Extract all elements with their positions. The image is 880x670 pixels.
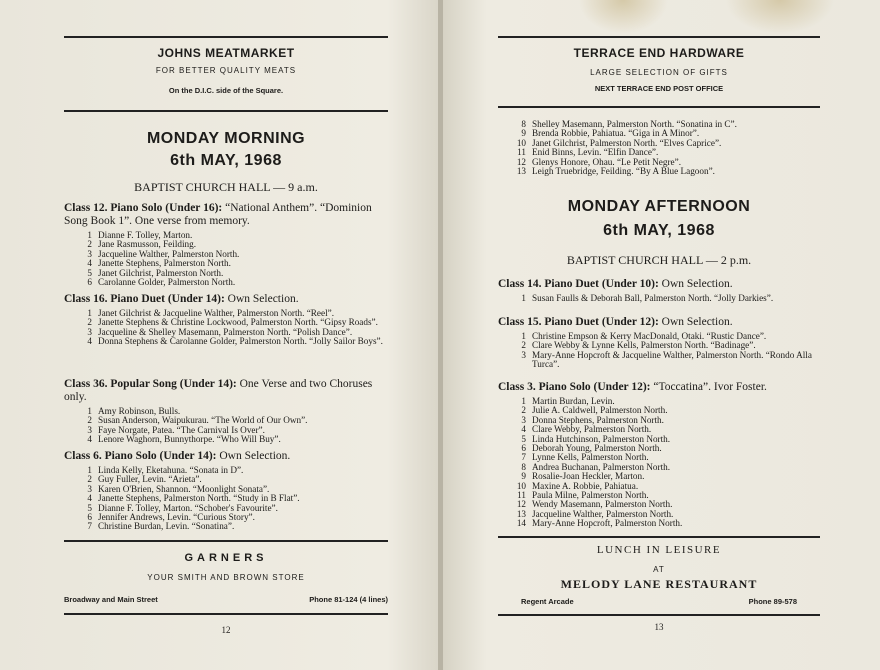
entry-number: 3	[521, 349, 526, 360]
entry-number: 9	[521, 471, 526, 482]
entry-number: 2	[521, 340, 526, 351]
top-ad-note: On the D.I.C. side of the Square.	[168, 86, 284, 95]
divider	[64, 36, 388, 38]
entry-number: 3	[87, 424, 92, 435]
class-section	[498, 278, 820, 303]
entry-text: Jacqueline Walther, Palmerston North.	[532, 508, 674, 519]
entry-text: Christine Empson & Kerry MacDonald, Otaki. “Rustic Dance”.	[532, 331, 767, 341]
entry-text: Maxine A. Robbie, Pahiatua.	[532, 480, 639, 491]
entry-number: 1	[521, 293, 526, 303]
entry-text: Clare Webby & Lynne Kells, Palmerston North. “Badinage”.	[532, 340, 756, 351]
entry-text: Leigh Truebridge, Feilding. “By A Blue Lagoon”.	[532, 166, 715, 177]
session-date: 6th MAY, 1968	[170, 152, 282, 169]
entry-number: 4	[521, 424, 526, 435]
bottom-ad-phone: Phone 81-124 (4 lines)	[309, 595, 388, 604]
entry-list	[498, 294, 820, 303]
entry-text: Lynne Kells, Palmerston North.	[532, 452, 649, 463]
class-name: Class 3. Piano Solo (Under 12):	[498, 381, 651, 393]
list-item	[80, 522, 388, 531]
entry-number: 1	[521, 331, 526, 341]
entry-text: Glenys Honore, Ohau. “Le Petit Negre”.	[532, 156, 681, 167]
entry-text: Dianne F. Tolley, Marton. “Schober's Favourite”.	[98, 502, 278, 513]
entry-list	[498, 332, 820, 370]
entry-number: 8	[521, 119, 526, 129]
entry-number: 8	[521, 461, 526, 472]
class-heading	[498, 278, 820, 291]
class-heading	[498, 381, 820, 394]
entry-text: Dianne F. Tolley, Marton.	[98, 230, 193, 240]
entry-text: Christine Burdan, Levin. “Sonatina”.	[98, 521, 235, 532]
entry-text: Susan Faulls & Deborah Ball, Palmerston North. “Jolly Darkies”.	[532, 293, 774, 303]
entry-number: 10	[516, 480, 526, 491]
entry-list	[64, 407, 388, 445]
entry-text: Jacqueline Walther, Palmerston North.	[98, 248, 240, 259]
divider	[64, 110, 388, 112]
class-heading	[498, 316, 820, 329]
divider	[498, 106, 820, 108]
class-section	[64, 450, 388, 532]
class-section	[64, 202, 388, 287]
divider	[498, 36, 820, 38]
entry-text: Julie A. Caldwell, Palmerston North.	[532, 405, 668, 416]
class-heading	[64, 293, 388, 306]
entry-text: Mary-Anne Hopcroft, Palmerston North.	[532, 518, 683, 529]
bottom-ad-phone: Phone 89-578	[748, 597, 797, 606]
entry-text: Janette Stephens & Christine Lockwood, Palmerston North. “Gipsy Roads”.	[98, 317, 378, 328]
entry-text: Martin Burdan, Levin.	[532, 396, 615, 406]
paper-stain	[725, 0, 835, 34]
class-section	[64, 378, 388, 445]
entry-text: Lenore Waghorn, Bunnythorpe. “Who Will Buy”.	[98, 434, 281, 445]
entry-number: 4	[87, 493, 92, 504]
entry-text: Wendy Masemann, Palmerston North.	[532, 499, 673, 510]
class-description: Own Selection.	[661, 316, 733, 328]
entry-text: Mary-Anne Hopcroft & Jacqueline Walther, Palmerston North. “Rondo Alla Turca”.	[532, 349, 812, 370]
entry-text: Jacqueline & Shelley Masemann, Palmerston North. “Polish Dance”.	[98, 326, 353, 337]
bottom-ad-line1: LUNCH IN LEISURE	[596, 544, 722, 556]
session-date: 6th MAY, 1968	[603, 222, 715, 239]
entry-text: Janet Gilchrist & Jacqueline Walther, Palmerston North. “Reel”.	[98, 308, 334, 318]
list-item	[80, 435, 388, 444]
entry-text: Karen O'Brien, Shannon. “Moonlight Sonata”.	[98, 483, 270, 494]
entry-number: 7	[87, 521, 92, 532]
entry-text: Janette Stephens, Palmerston North. “Study in B Flat”.	[98, 493, 300, 504]
entry-text: Carolanne Golder, Palmerston North.	[98, 277, 236, 288]
continued-section	[498, 120, 820, 176]
entry-number: 3	[87, 326, 92, 337]
bottom-ad-address: Regent Arcade	[521, 597, 574, 606]
bottom-ad-title: MELODY LANE RESTAURANT	[560, 577, 758, 591]
class-section	[498, 381, 820, 529]
entry-text: Janet Gilchrist, Palmerston North. “Elves Caprice”.	[532, 137, 722, 148]
entry-text: Andrea Buchanan, Palmerston North.	[532, 461, 671, 472]
entry-text: Donna Stephens & Carolanne Golder, Palmerston North. “Jolly Sailor Boys”.	[98, 336, 383, 347]
top-ad-title: TERRACE END HARDWARE	[573, 46, 745, 60]
entry-text: Janette Stephens, Palmerston North.	[98, 258, 231, 269]
list-item	[80, 337, 388, 346]
entry-text: Guy Fuller, Levin. “Arieta”.	[98, 474, 202, 485]
divider	[64, 540, 388, 542]
class-name: Class 14. Piano Duet (Under 10):	[498, 278, 659, 290]
venue: BAPTIST CHURCH HALL — 9 a.m.	[134, 180, 318, 194]
entry-text: Deborah Young, Palmerston North.	[532, 443, 662, 454]
entry-text: Linda Kelly, Eketahuna. “Sonata in D”.	[98, 465, 244, 475]
list-item	[514, 294, 820, 303]
class-section	[64, 293, 388, 347]
session-title: MONDAY MORNING	[146, 130, 306, 147]
entry-number: 11	[517, 147, 526, 158]
entry-number: 1	[87, 406, 92, 416]
entry-text: Jennifer Andrews, Levin. “Curious Story”.	[98, 512, 255, 523]
entry-list	[64, 309, 388, 347]
entry-list	[64, 466, 388, 532]
class-description: Own Selection.	[227, 293, 299, 305]
entry-number: 4	[87, 434, 92, 445]
list-item	[514, 519, 820, 528]
entry-text: Linda Hutchinson, Palmerston North.	[532, 433, 671, 444]
entry-number: 2	[521, 405, 526, 416]
top-ad-title: JOHNS MEATMARKET	[157, 46, 295, 60]
entry-text: Jane Rasmusson, Feilding.	[98, 239, 196, 250]
entry-number: 9	[521, 128, 526, 139]
entry-number: 3	[87, 483, 92, 494]
right-page	[443, 0, 880, 670]
entry-text: Amy Robinson, Bulls.	[98, 406, 181, 416]
entry-number: 5	[521, 433, 526, 444]
paper-stain	[578, 0, 668, 34]
entry-number: 3	[87, 248, 92, 259]
entry-number: 13	[516, 166, 526, 177]
entry-number: 4	[87, 258, 92, 269]
class-name: Class 12. Piano Solo (Under 16):	[64, 202, 223, 214]
entry-number: 1	[521, 396, 526, 406]
entry-number: 2	[87, 474, 92, 485]
entry-number: 2	[87, 317, 92, 328]
entry-number: 6	[87, 277, 92, 288]
entry-number: 3	[521, 414, 526, 425]
entry-number: 6	[521, 443, 526, 454]
class-description: One Verse and two Choruses only.	[64, 378, 373, 403]
bottom-ad-subtitle: YOUR SMITH AND BROWN STORE	[147, 573, 305, 582]
bottom-ad-address: Broadway and Main Street	[64, 595, 158, 604]
entry-text: Susan Anderson, Waipukurau. “The World of Our Own”.	[98, 415, 308, 426]
class-name: Class 6. Piano Solo (Under 14):	[64, 450, 217, 462]
entry-list	[64, 231, 388, 287]
list-item	[80, 278, 388, 287]
entry-text: Paula Milne, Palmerston North.	[532, 490, 649, 501]
divider	[498, 536, 820, 538]
top-ad-subtitle: FOR BETTER QUALITY MEATS	[155, 66, 297, 75]
class-name: Class 36. Popular Song (Under 14):	[64, 378, 237, 390]
entry-number: 2	[87, 415, 92, 426]
class-description: Own Selection.	[661, 278, 733, 290]
entry-list	[498, 120, 820, 176]
entry-number: 12	[516, 499, 526, 510]
entry-number: 1	[87, 230, 92, 240]
entry-number: 12	[516, 156, 526, 167]
entry-number: 1	[87, 465, 92, 475]
class-heading	[64, 450, 388, 463]
top-ad-note: NEXT TERRACE END POST OFFICE	[594, 84, 724, 93]
bottom-ad-title: GARNERS	[184, 552, 268, 564]
entry-number: 14	[516, 518, 526, 529]
entry-number: 2	[87, 239, 92, 250]
entry-text: Enid Binns, Levin. “Elfin Dance”.	[532, 147, 659, 158]
entry-text: Faye Norgate, Patea. “The Carnival Is Over”.	[98, 424, 265, 435]
entry-text: Shelley Masemann, Palmerston North. “Sonatina in C”.	[532, 119, 737, 129]
top-ad-subtitle: LARGE SELECTION OF GIFTS	[590, 68, 728, 77]
entry-number: 10	[516, 137, 526, 148]
divider	[498, 614, 820, 616]
class-description: Own Selection.	[219, 450, 291, 462]
entry-number: 1	[87, 308, 92, 318]
entry-text: Janet Gilchrist, Palmerston North.	[98, 267, 224, 278]
entry-number: 5	[87, 502, 92, 513]
class-name: Class 16. Piano Duet (Under 14):	[64, 293, 225, 305]
entry-text: Brenda Robbie, Pahiatua. “Giga in A Minor”.	[532, 128, 700, 139]
entry-number: 13	[516, 508, 526, 519]
session-title: MONDAY AFTERNOON	[567, 198, 751, 215]
list-item	[514, 351, 820, 370]
list-item	[514, 167, 820, 176]
page-number: 13	[654, 622, 664, 632]
page-number: 12	[221, 625, 231, 635]
class-name: Class 15. Piano Duet (Under 12):	[498, 316, 659, 328]
entry-number: 7	[521, 452, 526, 463]
entry-number: 11	[517, 490, 526, 501]
class-description: “National Anthem”. “Dominion Song Book 1”. One verse from memory.	[64, 202, 372, 227]
class-section	[498, 316, 820, 370]
entry-text: Clare Webby, Palmerston North.	[532, 424, 652, 435]
entry-text: Donna Stephens, Palmerston North.	[532, 414, 664, 425]
entry-number: 4	[87, 336, 92, 347]
class-description: “Toccatina”. Ivor Foster.	[653, 381, 767, 393]
entry-number: 5	[87, 267, 92, 278]
class-heading	[64, 202, 388, 228]
divider	[64, 613, 388, 615]
entry-number: 6	[87, 512, 92, 523]
class-heading	[64, 378, 388, 404]
venue: BAPTIST CHURCH HALL — 2 p.m.	[566, 253, 752, 267]
entry-text: Rosalie-Joan Heckler, Marton.	[532, 471, 645, 482]
bottom-ad-line2: AT	[653, 565, 665, 574]
entry-list	[498, 397, 820, 529]
